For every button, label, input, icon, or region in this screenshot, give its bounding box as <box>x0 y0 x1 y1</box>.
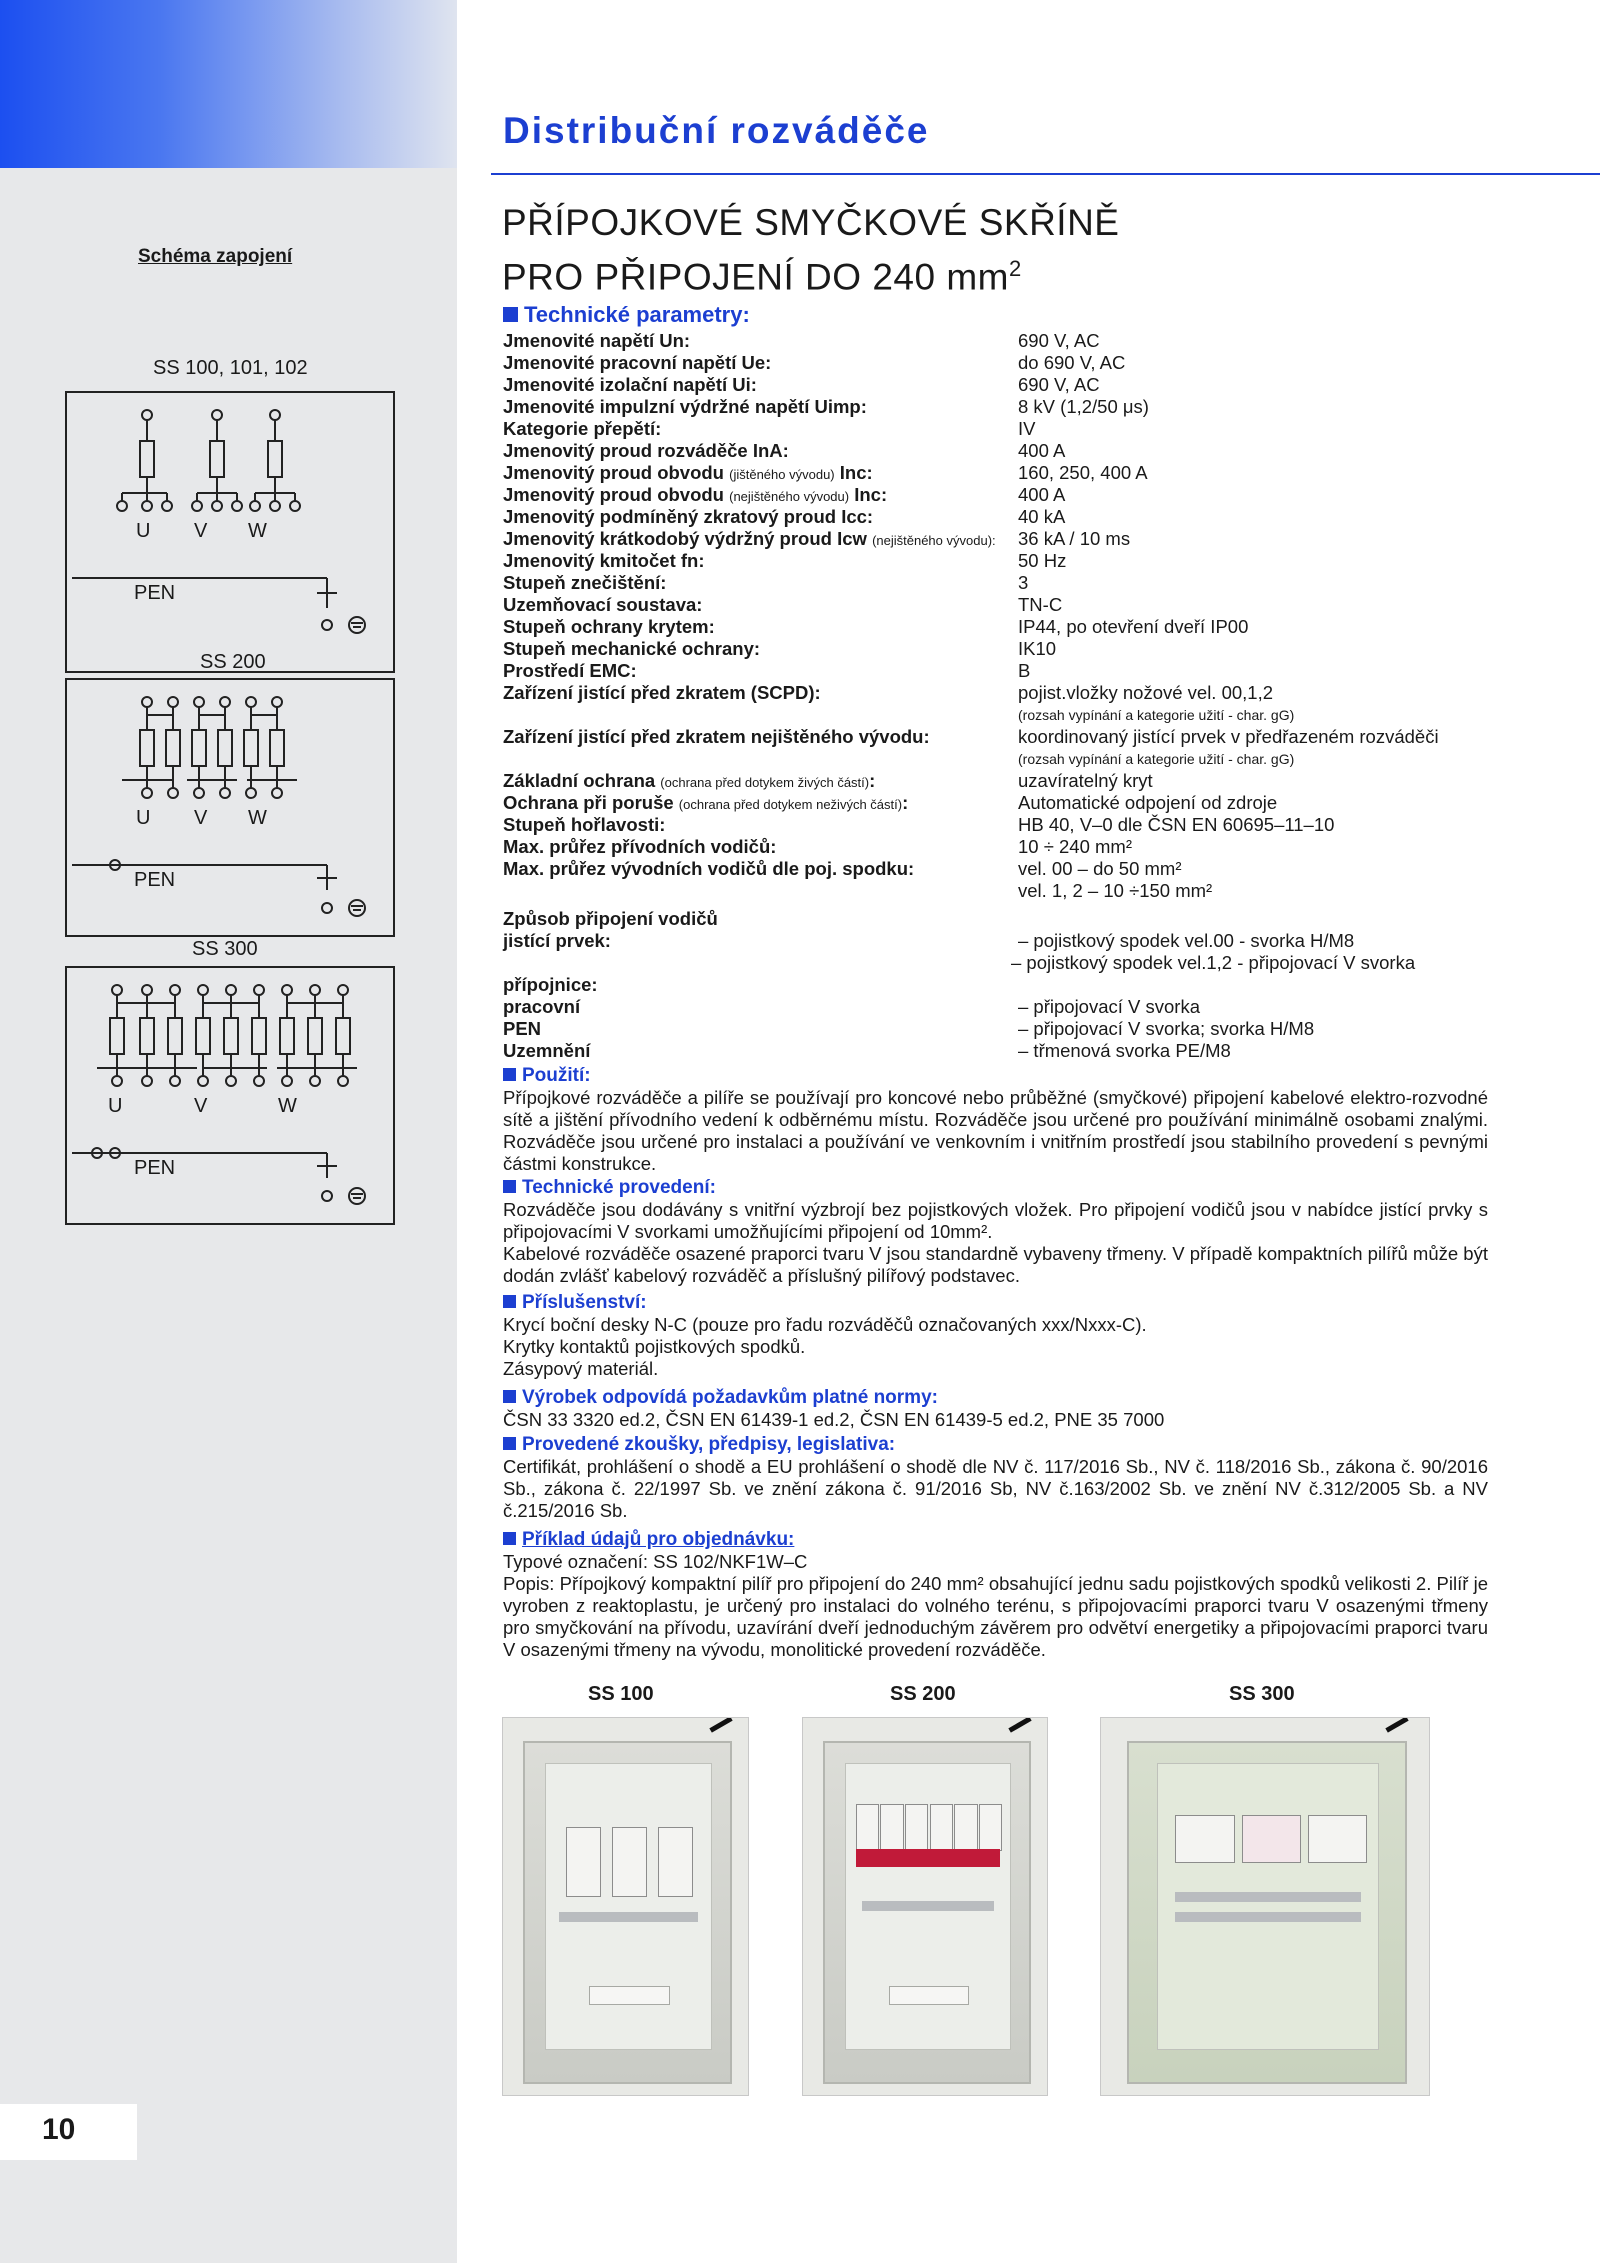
vent <box>589 1986 670 2005</box>
param-value: pojist.vložky nožové vel. 00,1,2 <box>1018 682 1274 703</box>
param-value: 160, 250, 400 A <box>1018 462 1148 483</box>
param-row <box>503 352 1513 374</box>
diagram-title-ss100: SS 100, 101, 102 <box>153 357 308 379</box>
tech-heading-text: Technické parametry: <box>524 302 750 327</box>
param-row <box>503 462 1513 484</box>
fuse-base <box>658 1827 693 1897</box>
photo-ss100 <box>502 1717 749 2096</box>
fuse-base-group <box>1175 1815 1234 1863</box>
fuse-base <box>979 1804 1002 1852</box>
param-label-suffix: Inc: <box>839 462 873 483</box>
param-row <box>503 484 1513 506</box>
priklad-paragraph: Popis: Přípojkový kompaktní pilíř pro připojení do 240 mm² obsahující jednu sadu pojistkových spodků velikosti 2. Pilíř je vyroben z reaktoplastu, je určený pro instalaci do volného terénu, s připojovacími praporci tvaru V osazenými třmeny pro smyčkování na přívodu, uzavírání dveří jednoduchým závěrem pro odvětví energetiky a připojovacími praporci tvaru V osazenými třmeny na vývodu, monolitické provedení rozváděče. <box>503 1573 1488 1660</box>
param-row <box>503 440 1513 462</box>
busbar <box>1175 1892 1360 1902</box>
param-label-text: přípojnice: <box>503 974 598 995</box>
zkousky-paragraph: Certifikát, prohlášení o shodě a EU prohlášení o shodě dle NV č. 117/2016 Sb., NV č. 118/2016 Sb., zákona č. 90/2016 Sb., zákona č. 22/1997 Sb. ve znění zákona č. 91/2016 Sb, NV č.163/2002 Sb. ve znění NV č.312/2005 Sb. a NV č.215/2016 Sb. <box>503 1456 1488 1521</box>
param-label-text: Jmenovitý proud obvodu <box>503 484 724 505</box>
param-value: B <box>1018 660 1031 681</box>
page-number: 10 <box>42 2113 76 2146</box>
list-item: Krytky kontaktů pojistkových spodků. <box>503 1336 806 1357</box>
zkousky-heading <box>503 1434 895 1456</box>
param-label-suffix: Inc: <box>854 484 888 505</box>
param-label-text: Způsob připojení vodičů <box>503 908 718 929</box>
param-value: Automatické odpojení od zdroje <box>1018 792 1278 813</box>
photo-ss300 <box>1100 1717 1430 2096</box>
photo-ss200 <box>802 1717 1048 2096</box>
fuse-base <box>566 1827 601 1897</box>
vent <box>889 1986 970 2005</box>
param-value: 690 V, AC <box>1018 374 1100 395</box>
param-label-text: Zařízení jistící před zkratem nejištěného vývodu: <box>503 726 930 747</box>
param-note: (jištěného vývodu) <box>729 467 835 482</box>
param-row <box>503 330 1513 352</box>
fuse-base-group <box>1308 1815 1367 1863</box>
param-row <box>503 374 1513 396</box>
provedeni-text <box>503 1199 1488 1287</box>
param-label <box>503 770 875 794</box>
param-label <box>503 930 611 952</box>
param-label <box>503 996 580 1018</box>
fuse-base <box>880 1804 903 1852</box>
param-value: 36 kA / 10 ms <box>1018 528 1131 549</box>
diagram-phase-u: U <box>136 520 151 542</box>
diagram3-phase-v: V <box>194 1095 208 1117</box>
fuse-base <box>905 1804 928 1852</box>
param-value: – pojistkový spodek vel.1,2 - připojovací V svorka <box>1011 952 1416 973</box>
photo-label-ss300: SS 300 <box>1229 1683 1295 1705</box>
param-row <box>503 616 1513 638</box>
param-label-text: Zařízení jistící před zkratem (SCPD): <box>503 682 821 703</box>
param-value: (rozsah vypínání a kategorie užití - char. gG) <box>1018 707 1295 723</box>
zkousky-heading-text: Provedené zkoušky, předpisy, legislativa: <box>522 1434 896 1455</box>
param-value: – připojovací V svorka <box>1018 996 1201 1017</box>
provedeni-paragraph-2: Kabelové rozváděče osazené praporci tvaru V jsou standardně vybaveny třmeny. V případě kompaktních pilířů může být dodán zvlášť kabelový rozváděč a příslušný pilířový podstavec. <box>503 1243 1488 1286</box>
handle <box>1009 1717 1032 1732</box>
param-label <box>503 1040 590 1062</box>
priklad-line1: Typové označení: SS 102/NKF1W–C <box>503 1551 808 1572</box>
diagram-title-ss300: SS 300 <box>192 938 258 960</box>
provedeni-heading-text: Technické provedení: <box>522 1177 716 1198</box>
param-row <box>503 660 1513 682</box>
param-value: TN-C <box>1018 594 1063 615</box>
param-label-text: Kategorie přepětí: <box>503 418 662 439</box>
diagram2-pen: PEN <box>134 869 176 891</box>
list-item: Zásypový materiál. <box>503 1358 659 1379</box>
handle <box>710 1717 733 1732</box>
param-label-text: pracovní <box>503 996 581 1017</box>
param-label <box>503 484 887 508</box>
param-value: do 690 V, AC <box>1018 352 1126 373</box>
param-row <box>503 974 1513 996</box>
diagram3-phase-u: U <box>108 1095 123 1117</box>
section-title: Distribuční rozváděče <box>503 110 930 151</box>
cabinet-interior <box>1157 1763 1379 2050</box>
param-label <box>503 660 637 682</box>
param-value: (rozsah vypínání a kategorie užití - char. gG) <box>1018 751 1295 767</box>
param-label-text: Jmenovité impulzní výdržné napětí Uimp: <box>503 396 867 417</box>
square-bullet-icon <box>503 1180 516 1193</box>
diagram-ss100 <box>65 391 395 673</box>
param-row <box>503 836 1513 858</box>
provedeni-heading <box>503 1177 716 1199</box>
diagram3-pen: PEN <box>134 1157 176 1179</box>
param-label <box>503 836 776 858</box>
param-label-text: Základní ochrana <box>503 770 656 791</box>
param-value: – třmenová svorka PE/M8 <box>1018 1040 1231 1061</box>
param-row <box>503 506 1513 528</box>
diagram-phase-v: V <box>194 520 208 542</box>
param-label-text: Jmenovitý krátkodobý výdržný proud Icw <box>503 528 867 549</box>
param-label <box>503 726 930 748</box>
param-row <box>503 770 1513 792</box>
param-row <box>503 550 1513 572</box>
param-label-text: jistící prvek: <box>503 930 611 951</box>
param-value: vel. 00 – do 50 mm² <box>1018 858 1182 879</box>
param-value: 10 ÷ 240 mm² <box>1018 836 1132 857</box>
cabinet <box>823 1741 1032 2084</box>
param-label-suffix: : <box>869 770 876 791</box>
page-title-line2-text: PRO PŘIPOJENÍ DO 240 mm <box>502 256 1009 298</box>
param-label-text: Max. průřez vývodních vodičů dle poj. spodku: <box>503 858 915 879</box>
tech-parameters <box>503 330 1513 1062</box>
param-row <box>503 930 1513 952</box>
page-title <box>502 200 1119 300</box>
diagram-title-ss200: SS 200 <box>200 651 266 673</box>
busbar <box>559 1912 697 1922</box>
param-label-text: Jmenovité izolační napětí Ui: <box>503 374 757 395</box>
param-value: vel. 1, 2 – 10 ÷150 mm² <box>1018 880 1213 901</box>
diagram2-phase-v: V <box>194 807 208 829</box>
pouziti-text <box>503 1087 1488 1175</box>
param-value: IV <box>1018 418 1036 439</box>
param-label <box>503 572 666 594</box>
param-label-text: PEN <box>503 1018 542 1039</box>
param-note: (nejištěného vývodu) <box>729 489 850 504</box>
param-label-text: Ochrana při poruše <box>503 792 674 813</box>
param-label-text: Jmenovitý proud obvodu <box>503 462 724 483</box>
param-value: IP44, po otevření dveří IP00 <box>1018 616 1249 637</box>
param-value: 8 kV (1,2/50 μs) <box>1018 396 1149 417</box>
fuse-base <box>954 1804 977 1852</box>
square-bullet-icon <box>503 1532 516 1545</box>
param-value: 50 Hz <box>1018 550 1067 571</box>
param-label <box>503 528 996 552</box>
pouziti-paragraph: Přípojkové rozváděče a pilíře se používají pro koncové nebo průběžné (smyčkové) připojení kabelové elektro-rozvodné sítě a jištění přívodního vedení k odběrnému místu. Rozváděče jsou určené pro používání minimálně osobami znalými. Rozváděče jsou určené pro instalaci a používání ve venkovním i vnitřním prostředí jsou stabilního provedení s pevnými částmi konstrukce. <box>503 1087 1488 1174</box>
param-value: – pojistkový spodek vel.00 - svorka H/M8 <box>1018 930 1355 951</box>
param-row <box>503 638 1513 660</box>
param-label <box>503 330 690 352</box>
param-value: – připojovací V svorka; svorka H/M8 <box>1018 1018 1315 1039</box>
param-row <box>503 1018 1513 1040</box>
param-value: 40 kA <box>1018 506 1066 527</box>
cabinet <box>1127 1741 1407 2084</box>
provedeni-paragraph-1: Rozváděče jsou dodávány s vnitřní výzbrojí bez pojistkových vložek. Pro připojení vodičů jsou v nabídce jistící prvky s připojovacími V svorkami umožňujícími připojení od 10mm². <box>503 1199 1488 1242</box>
param-row <box>503 748 1513 770</box>
fuse-base <box>930 1804 953 1852</box>
param-row <box>503 682 1513 704</box>
param-row <box>503 726 1513 748</box>
param-label <box>503 616 715 638</box>
diagram-ss200 <box>65 678 395 937</box>
param-label-text: Max. průřez přívodních vodičů: <box>503 836 777 857</box>
corner-gradient <box>0 0 457 168</box>
prislusenstvi-heading <box>503 1292 647 1314</box>
param-label <box>503 506 873 528</box>
param-value: 690 V, AC <box>1018 330 1100 351</box>
param-label-text: Jmenovité pracovní napětí Ue: <box>503 352 772 373</box>
param-label <box>503 594 702 616</box>
param-label-text: Stupeň hořlavosti: <box>503 814 666 835</box>
param-note: (nejištěného vývodu): <box>872 533 996 548</box>
param-label-text: Uzemňovací soustava: <box>503 594 703 615</box>
param-label <box>503 792 908 816</box>
param-label-text: Jmenovitý podmíněný zkratový proud Icc: <box>503 506 874 527</box>
param-value: 400 A <box>1018 484 1066 505</box>
param-label <box>503 814 665 836</box>
normy-text <box>503 1409 1488 1431</box>
param-row <box>503 792 1513 814</box>
priklad-heading <box>503 1529 794 1551</box>
param-label <box>503 396 867 418</box>
param-note: (ochrana před dotykem neživých částí) <box>678 797 903 812</box>
param-row <box>503 594 1513 616</box>
param-value: 400 A <box>1018 440 1066 461</box>
photo-label-ss200: SS 200 <box>890 1683 956 1705</box>
cabinet <box>523 1741 733 2084</box>
param-row <box>503 814 1513 836</box>
fuse-base-group <box>1242 1815 1301 1863</box>
param-label-suffix: : <box>902 792 909 813</box>
param-label-text: Stupeň ochrany krytem: <box>503 616 715 637</box>
normy-heading-text: Výrobek odpovídá požadavkům platné normy: <box>522 1387 938 1408</box>
param-row <box>503 572 1513 594</box>
param-label <box>503 374 757 396</box>
param-row <box>503 996 1513 1018</box>
param-label-text: Stupeň znečištění: <box>503 572 667 593</box>
zkousky-text <box>503 1456 1488 1522</box>
list-item: Krycí boční desky N-C (pouze pro řadu rozváděčů označovaných xxx/Nxxx-C). <box>503 1314 1147 1335</box>
param-row <box>503 908 1513 930</box>
square-bullet-icon <box>503 1068 516 1081</box>
square-bullet-icon <box>503 1390 516 1403</box>
param-label <box>503 352 771 374</box>
param-row <box>503 418 1513 440</box>
handle <box>1386 1717 1409 1732</box>
cabinet-interior <box>545 1763 712 2050</box>
fuse-covers <box>856 1849 1000 1866</box>
param-label <box>503 1018 541 1040</box>
param-label <box>503 858 914 880</box>
priklad-text <box>503 1551 1488 1661</box>
param-label <box>503 908 718 930</box>
title-rule <box>491 173 1600 175</box>
param-label <box>503 682 821 704</box>
param-row <box>503 1040 1513 1062</box>
priklad-heading-text: Příklad údajů pro objednávku: <box>522 1529 795 1550</box>
cabinet-interior <box>845 1763 1011 2050</box>
busbar <box>1175 1912 1360 1922</box>
diagram3-phase-w: W <box>278 1095 297 1117</box>
param-value: koordinovaný jistící prvek v předřazeném rozváděči <box>1018 726 1439 747</box>
param-label-text: Jmenovitý proud rozváděče InA: <box>503 440 789 461</box>
param-label <box>503 418 661 440</box>
param-value: uzavíratelný kryt <box>1018 770 1153 791</box>
param-row <box>503 880 1513 902</box>
schema-label: Schéma zapojení <box>138 246 293 267</box>
fuse-base <box>856 1804 879 1852</box>
square-bullet-icon <box>503 1437 516 1450</box>
param-label-text: Uzemnění <box>503 1040 591 1061</box>
prislusenstvi-heading-text: Příslušenství: <box>522 1292 647 1313</box>
page-title-line2 <box>502 246 1119 300</box>
normy-heading <box>503 1387 938 1409</box>
param-row <box>503 858 1513 880</box>
page-title-line1: PŘÍPOJKOVÉ SMYČKOVÉ SKŘÍNĚ <box>502 202 1120 243</box>
param-label-text: Jmenovitý kmitočet fn: <box>503 550 705 571</box>
param-label <box>503 440 789 462</box>
square-bullet-icon <box>503 1295 516 1308</box>
param-value: HB 40, V–0 dle ČSN EN 60695–11–10 <box>1018 814 1335 835</box>
fuse-base <box>612 1827 647 1897</box>
prislusenstvi-list <box>503 1314 1488 1380</box>
page-title-sup: 2 <box>1009 256 1022 281</box>
param-row <box>503 396 1513 418</box>
square-bullet-icon <box>503 307 518 322</box>
param-label-text: Stupeň mechanické ochrany: <box>503 638 761 659</box>
pouziti-heading-text: Použití: <box>522 1065 591 1086</box>
diagram-phase-w: W <box>248 520 267 542</box>
busbar <box>862 1901 993 1911</box>
param-label-text: Jmenovité napětí Un: <box>503 330 691 351</box>
param-label-text: Prostředí EMC: <box>503 660 637 681</box>
param-label <box>503 462 873 486</box>
diagram-pen: PEN <box>134 582 176 604</box>
param-value: IK10 <box>1018 638 1057 659</box>
diagram2-phase-u: U <box>136 807 151 829</box>
param-label <box>503 550 705 572</box>
param-note: (ochrana před dotykem živých částí) <box>660 775 870 790</box>
param-label <box>503 974 598 996</box>
diagram2-phase-w: W <box>248 807 267 829</box>
pouziti-heading <box>503 1065 591 1087</box>
param-row <box>503 528 1513 550</box>
param-row <box>503 704 1513 726</box>
photo-label-ss100: SS 100 <box>588 1683 654 1705</box>
normy-paragraph: ČSN 33 3320 ed.2, ČSN EN 61439-1 ed.2, ČSN EN 61439-5 ed.2, PNE 35 7000 <box>503 1409 1165 1430</box>
tech-heading <box>503 302 750 328</box>
param-value: 3 <box>1018 572 1029 593</box>
param-row <box>503 952 1513 974</box>
param-label <box>503 638 760 660</box>
